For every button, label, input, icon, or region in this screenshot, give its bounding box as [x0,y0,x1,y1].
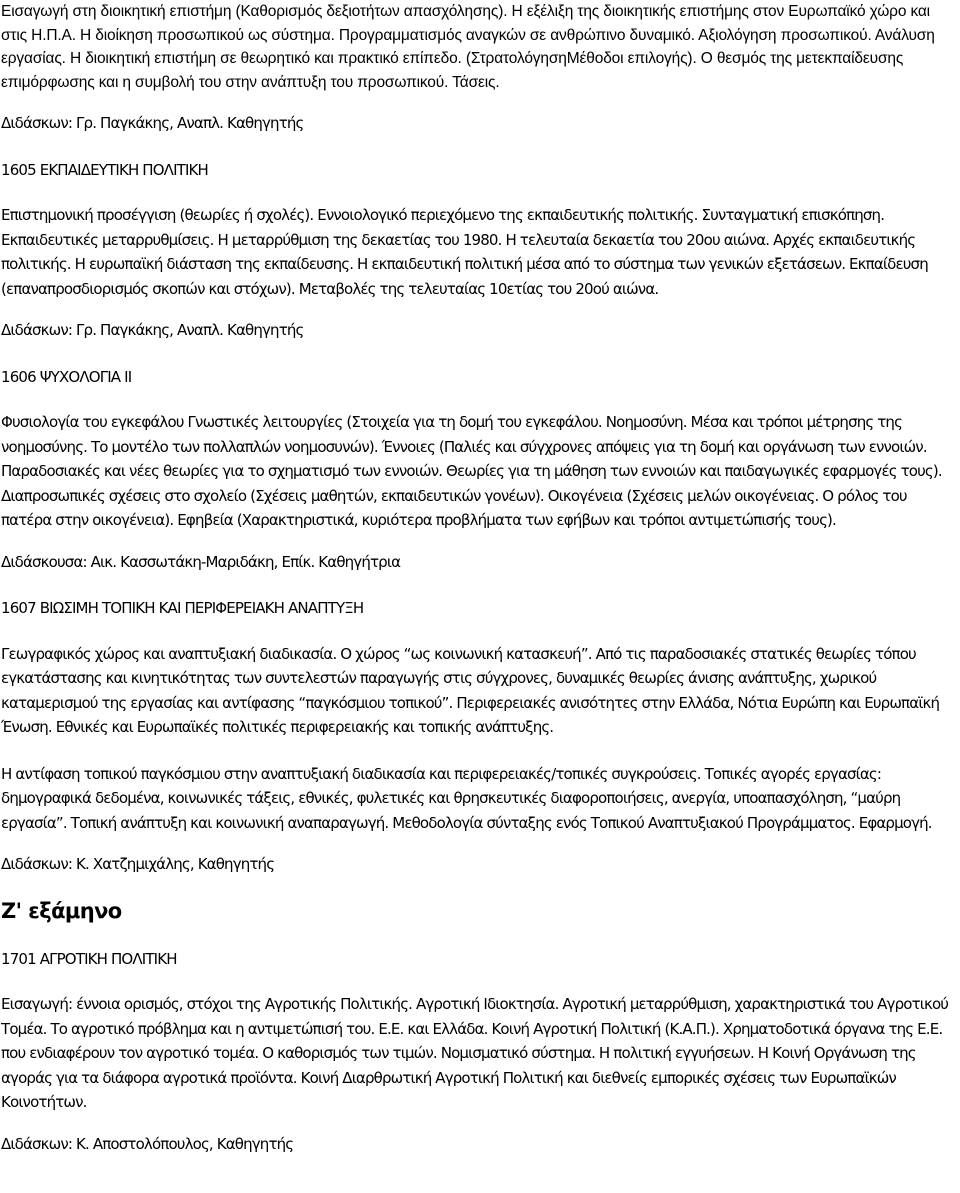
intro-instructor: Διδάσκων: Γρ. Παγκάκης, Αναπλ. Καθηγητής [1,114,304,132]
course-description-1607-part2: Η αντίφαση τοπικού παγκόσμιου στην αναπτυξιακή διαδικασία και περιφερειακές/τοπικές συγκρούσεις. Τοπικές αγορές εργασίας: δημογραφικά δεδομένα, κοινωνικές τάξεις, εθνικές, φυλετικές και θρησκευτικές διαφοροποιήσεις, ανεργία, υποαπασχόληση, “μαύρη εργασία”. Τοπική ανάπτυξη και κοινωνική αναπαραγωγή. Μεθοδολογία σύνταξης ενός Τοπικού Αναπτυξιακού Προγράμματος. Εφαρμογή. [1,764,932,832]
semester-heading: Ζ' εξάμηνο [1,898,122,923]
course-title-1607: 1607 ΒΙΩΣΙΜΗ ΤΟΠΙΚΗ ΚΑΙ ΠΕΡΙΦΕΡΕΙΑΚΗ ΑΝΑΠΤΥΞΗ [1,599,364,617]
course-description-1606: Φυσιολογία του εγκεφάλου Γνωστικές λειτουργίες (Στοιχεία για τη δομή του εγκεφάλου. Νοημοσύνη. Μέσα και τρόποι μέτρησης της νοημοσύνης. Το μοντέλο των πολλαπλών νοημοσυνών). Έννοιες (Παλιές και σύγχρονες απόψεις για τη δομή και οργάνωση των εννοιών. Παραδοσιακές και νέες θεωρίες για το σχηματισμό των εννοιών. Θεωρίες για τη μάθηση των εννοιών και παιδαγωγικές εφαρμογές τους). Διαπροσωπικές σχέσεις στο σχολείο (Σχέσεις μαθητών, εκπαιδευτικών γονέων). Οικογένεια (Σχέσεις μελών οικογένειας. Ο ρόλος του πατέρα στην οικογένεια). Εφηβεία (Χαρακτηριστικά, κυριότερα προβλήματα των εφήβων και τρόποι αντιμετώπισής τους). [1,413,942,529]
course-title-1605: 1605 ΕΚΠΑΙΔΕΥΤΙΚΗ ΠΟΛΙΤΙΚΗ [1,160,208,179]
intro-paragraph: Εισαγωγή στη διοικητική επιστήμη (Καθορισμός δεξιοτήτων απασχόλησης). Η εξέλιξη της διοικητικής επιστήμης στον Ευρωπαϊκό χώρο και στις Η.Π.Α. Η διοίκηση προσωπικού ως σύστημα. Προγραμματισμός αναγκών σε ανθρώπινο δυναμικό. Αξιολόγηση προσωπικού. Ανάλυση εργασίας. Η διοικητική επιστήμη σε θεωρητικό και πρακτικό επίπεδο. (ΣτρατολόγησηΜέθοδοι επιλογής). Ο θεσμός της μετεκπαίδευσης επιμόρφωσης και η συμβολή του στην ανάπτυξη του προσωπικού. Τάσεις. [1,3,935,91]
course-description-1605: Επιστημονική προσέγγιση (θεωρίες ή σχολές). Εννοιολογικό περιεχόμενο της εκπαιδευτικής πολιτικής. Συνταγματική επισκόπηση. Εκπαιδευτικές μεταρρυθμίσεις. Η μεταρρύθμιση της δεκαετίας του 1980. Η τελευταία δεκαετία του 20ου αιώνα. Αρχές εκπαιδευτικής πολιτικής. Η ευρωπαϊκή διάσταση της εκπαίδευσης. Η εκπαιδευτική πολιτική μέσα από το σύστημα των γενικών εξετάσεων. Εκπαίδευση (επαναπροσδιορισμός σκοπών και στόχων). Μεταβολές της τελευταίας 10ετίας του 20ού αιώνα. [1,206,928,298]
course-title-1701: 1701 ΑΓΡΟΤΙΚΗ ΠΟΛΙΤΙΚΗ [1,949,177,968]
course-instructor-1605: Διδάσκων: Γρ. Παγκάκης, Αναπλ. Καθηγητής [1,321,304,339]
course-instructor-1607: Διδάσκων: Κ. Χατζημιχάλης, Καθηγητής [1,855,275,873]
course-instructor-1701: Διδάσκων: Κ. Αποστολόπουλος, Καθηγητής [1,1134,294,1153]
course-description-1701: Εισαγωγή: έννοια ορισμός, στόχοι της Αγροτικής Πολιτικής. Αγροτική Ιδιοκτησία. Αγροτική μεταρρύθμιση, χαρακτηριστικά του Αγροτικού Τομέα. Το αγροτικό πρόβλημα και η αντιμετώπισή του. Ε.Ε. και Ελλάδα. Κοινή Αγροτική Πολιτική (Κ.Α.Π.). Χρηματοδοτικά όργανα της Ε.Ε. που ενδιαφέρουν τον αγροτικό τομέα. Ο καθορισμός των τιμών. Νομισματικό σύστημα. Η πολιτική εγγυήσεων. Η Κοινή Οργάνωση της αγοράς για τα διάφορα αγροτικά προϊόντα. Κοινή Διαρθρωτική Αγροτική Πολιτική και διεθνείς εμπορικές σχέσεις των Ευρωπαϊκών Κοινοτήτων. [1,995,949,1111]
course-title-1606: 1606 ΨΥΧΟΛΟΓΙΑ ΙΙ [1,367,132,386]
course-description-1607: Γεωγραφικός χώρος και αναπτυξιακή διαδικασία. Ο χώρος “ως κοινωνική κατασκευή”. Από τις παραδοσιακές στατικές θεωρίες τόπου εγκατάστασης και κινητικότητας των συντελεστών παραγωγής στις σύγχρονες, δυναμικές θεωρίες άνισης ανάπτυξης, χωρικού καταμερισμού της εργασίας και αντίφασης “παγκόσμιου τοπικού”. Περιφερειακές ανισότητες στην Ελλάδα, Νότια Ευρώπη και Ευρωπαϊκή Ένωση. Εθνικές και Ευρωπαϊκές πολιτικές περιφερειακής και τοπικής ανάπτυξης. [1,644,940,736]
course-instructor-1606: Διδάσκουσα: Αικ. Κασσωτάκη-Μαριδάκη, Επίκ. Καθηγήτρια [1,552,401,571]
